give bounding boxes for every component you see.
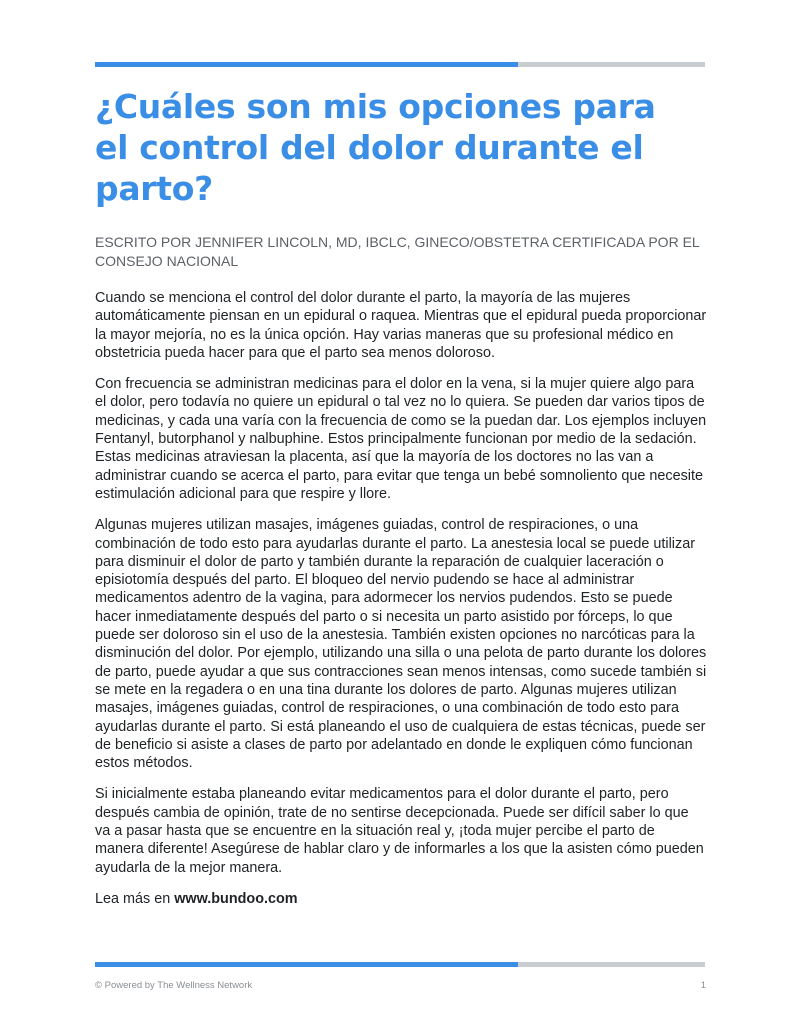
paragraph-4: Si inicialmente estaba planeando evitar medicamentos para el dolor durante el parto, pero después cambia de opinión, trate de no sentirse decepcionada. Puede ser difícil saber lo que va a pasar hasta que se encuentre en la situación real y, ¡toda mujer percibe el parto de manera diferente! Asegúrese de hablar claro y de informarles a los que la asisten cómo pueden ayudarla de la mejor manera. <box>95 786 704 876</box>
read-more <box>95 890 707 908</box>
paragraph-2: Con frecuencia se administran medicinas para el dolor en la vena, si la mujer quiere algo para el dolor, pero todavía no quiere un epidural o tal vez no lo quiera. Se pueden dar varios tipos de medicinas, y cada una varía con la frecuencia de como se la puedan dar. Los ejemplos incluyen Fentanyl, butorphanol y nalbuphine. Estos principalmente funcionan por medio de la sedación. Estas medicinas atraviesan la placenta, así que la mayoría de los doctores no las van a administrar cuando se acerca el parto, para evitar que tenga un bebé somnoliento que necesite estimulación adicional para que respire y llore. <box>95 376 707 502</box>
footer-rule-accent <box>95 962 518 967</box>
footer-rule-gray <box>518 962 705 967</box>
header-rule-gray <box>518 62 705 67</box>
author-byline: ESCRITO POR JENNIFER LINCOLN, MD, IBCLC, GINECO/OBSTETRA CERTIFICADA POR EL CONSEJO NACIONAL <box>95 234 700 269</box>
paragraph-1: Cuando se menciona el control del dolor durante el parto, la mayoría de las mujeres automáticamente piensan en un epidural o raquea. Mientras que el epidural pueda proporcionar la mayor mejoría, no es la única opción. Hay varias maneras que su profesional médico en obstetricia pueda hacer para que el parto sea menos doloroso. <box>95 290 707 361</box>
page-number: 1 <box>700 980 706 991</box>
header-rule <box>95 62 705 67</box>
powered-by-text: © Powered by The Wellness Network <box>95 980 253 991</box>
bundoo-link[interactable]: www.bundoo.com <box>174 890 298 907</box>
footer-rule <box>95 962 705 967</box>
page-title: ¿Cuáles son mis opciones para el control del dolor durante el parto? <box>95 87 656 208</box>
article-body <box>95 289 707 921</box>
read-more-prefix: Lea más en <box>95 890 175 907</box>
paragraph-3: Algunas mujeres utilizan masajes, imágenes guiadas, control de respiraciones, o una combinación de todo esto para ayudarlas durante el parto. La anestesia local se puede utilizar para disminuir el dolor de parto y también durante la reparación de cualquier laceración o episiotomía después del parto. El bloqueo del nervio pudendo se hace al administrar medicamentos adentro de la vagina, para adormecer los nervios pudendos. Esto se puede hacer inmediatamente después del parto o si necesita un parto asistido por fórceps, lo que puede ser doloroso sin el uso de la anestesia. También existen opciones no narcóticas para la disminución del dolor. Por ejemplo, utilizando una silla o una pelota de parto durante los dolores de parto, puede ayudar a que sus contracciones sean menos intensas, como sucede también si se mete en la regadera o en una tina durante los dolores de parto. Algunas mujeres utilizan masajes, imágenes guiadas, control de respiraciones, o una combinación de todo esto para ayudarlas durante el parto. Si está planeando el uso de cualquiera de estas técnicas, puede ser de beneficio si asiste a clases de parto por adelantado en donde le expliquen cómo funcionan estos métodos. <box>95 517 707 772</box>
header-rule-accent <box>95 62 518 67</box>
